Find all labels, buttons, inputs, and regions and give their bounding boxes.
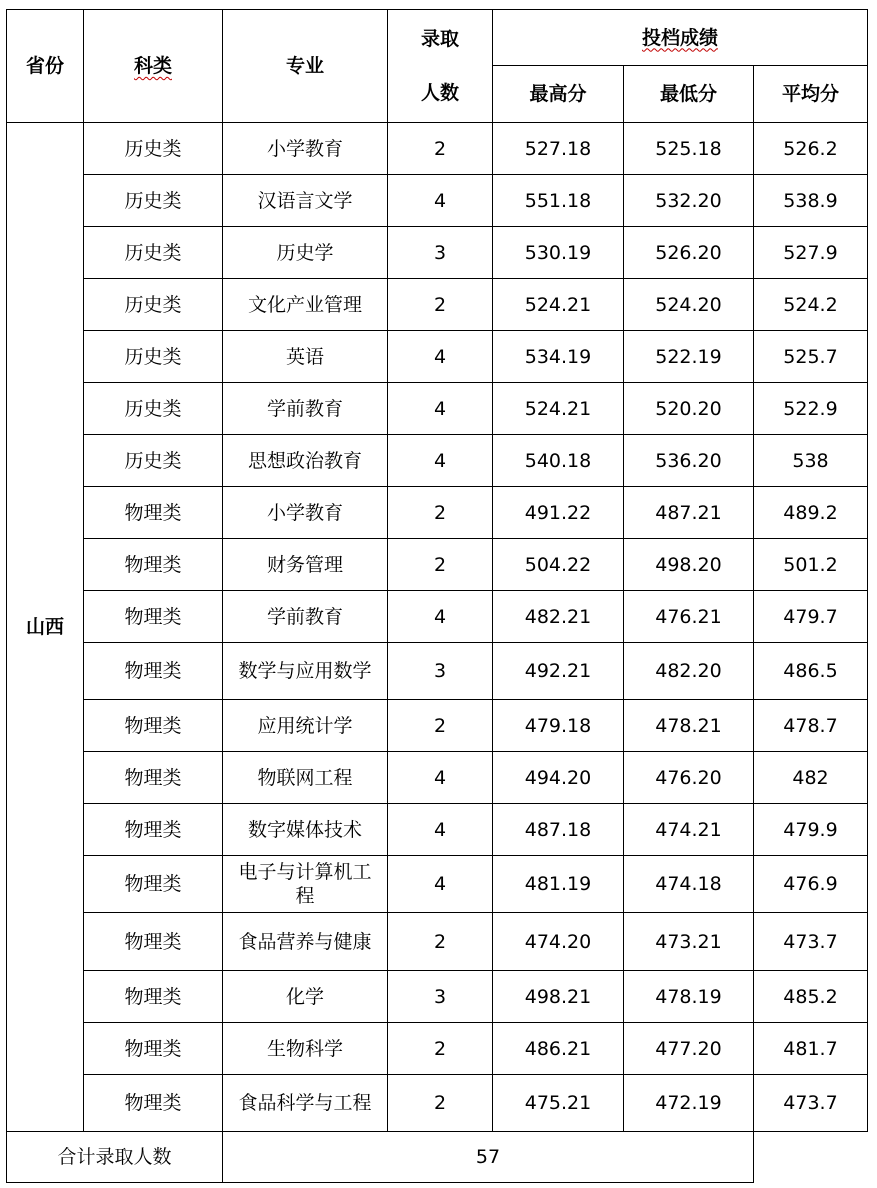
avg-score-cell: 485.2 — [754, 971, 868, 1023]
category-cell: 物理类 — [84, 643, 223, 700]
major-text: 财务管理 — [266, 553, 343, 576]
min-score-cell: 536.20 — [624, 435, 754, 487]
major-cell — [223, 331, 388, 383]
header-min-score: 最低分 — [624, 66, 754, 123]
major-cell — [223, 643, 388, 700]
category-cell: 历史类 — [84, 331, 223, 383]
max-score-cell: 482.21 — [493, 591, 624, 643]
major-cell — [223, 487, 388, 539]
avg-score-cell: 476.9 — [754, 856, 868, 913]
avg-score-cell: 538.9 — [754, 175, 868, 227]
header-avg-score: 平均分 — [754, 66, 868, 123]
total-label: 合计录取人数 — [7, 1132, 223, 1183]
category-cell: 历史类 — [84, 279, 223, 331]
admitted-count-cell: 2 — [388, 1075, 493, 1132]
major-text: 物联网工程 — [257, 766, 353, 789]
major-text: 思想政治教育 — [247, 449, 362, 472]
max-score-cell: 491.22 — [493, 487, 624, 539]
table-row — [7, 487, 868, 539]
major-cell — [223, 752, 388, 804]
major-cell — [223, 804, 388, 856]
major-text: 学前教育 — [266, 397, 343, 420]
table-row — [7, 700, 868, 752]
major-cell — [223, 1075, 388, 1132]
max-score-cell: 534.19 — [493, 331, 624, 383]
max-score-cell: 524.21 — [493, 383, 624, 435]
major-text: 历史学 — [276, 241, 334, 264]
category-cell: 历史类 — [84, 123, 223, 175]
admitted-count-cell: 4 — [388, 804, 493, 856]
max-score-cell: 530.19 — [493, 227, 624, 279]
category-cell: 物理类 — [84, 700, 223, 752]
admitted-count-cell: 2 — [388, 1023, 493, 1075]
max-score-cell: 540.18 — [493, 435, 624, 487]
major-text: 化学 — [285, 985, 324, 1008]
category-cell: 物理类 — [84, 971, 223, 1023]
header-scores-group — [493, 10, 868, 66]
admitted-count-cell: 2 — [388, 279, 493, 331]
avg-score-cell: 524.2 — [754, 279, 868, 331]
min-score-cell: 487.21 — [624, 487, 754, 539]
max-score-cell: 498.21 — [493, 971, 624, 1023]
min-score-cell: 476.21 — [624, 591, 754, 643]
table-row — [7, 1023, 868, 1075]
major-text: 食品营养与健康 — [238, 930, 372, 953]
admitted-count-cell: 2 — [388, 487, 493, 539]
province-cell: 山西 — [7, 123, 84, 1132]
major-cell — [223, 279, 388, 331]
header-admitted-line1: 录取 — [420, 28, 459, 50]
min-score-cell: 522.19 — [624, 331, 754, 383]
max-score-cell: 475.21 — [493, 1075, 624, 1132]
table-row — [7, 591, 868, 643]
max-score-cell: 527.18 — [493, 123, 624, 175]
admitted-count-cell: 4 — [388, 591, 493, 643]
min-score-cell: 474.18 — [624, 856, 754, 913]
admitted-count-cell: 3 — [388, 643, 493, 700]
major-text: 学前教育 — [266, 605, 343, 628]
major-cell — [223, 1023, 388, 1075]
min-score-cell: 472.19 — [624, 1075, 754, 1132]
avg-score-cell: 481.7 — [754, 1023, 868, 1075]
admitted-count-cell: 4 — [388, 331, 493, 383]
header-category — [84, 10, 223, 123]
major-text: 数学与应用数学 — [238, 660, 372, 682]
admitted-count-cell: 2 — [388, 913, 493, 971]
min-score-cell: 526.20 — [624, 227, 754, 279]
major-text: 生物科学 — [266, 1037, 343, 1060]
header-admitted-line2: 人数 — [420, 82, 459, 104]
category-cell: 物理类 — [84, 804, 223, 856]
category-cell: 物理类 — [84, 752, 223, 804]
admitted-count-cell: 2 — [388, 123, 493, 175]
table-row — [7, 435, 868, 487]
table-row — [7, 752, 868, 804]
avg-score-cell: 478.7 — [754, 700, 868, 752]
min-score-cell: 532.20 — [624, 175, 754, 227]
table-row — [7, 913, 868, 971]
category-cell: 物理类 — [84, 1023, 223, 1075]
category-cell: 物理类 — [84, 487, 223, 539]
major-cell — [223, 971, 388, 1023]
admitted-count-cell: 4 — [388, 175, 493, 227]
admitted-count-cell: 3 — [388, 227, 493, 279]
major-text: 应用统计学 — [257, 714, 353, 737]
max-score-cell: 504.22 — [493, 539, 624, 591]
table-row — [7, 227, 868, 279]
major-cell — [223, 856, 388, 913]
max-score-cell: 494.20 — [493, 752, 624, 804]
header-scores-group-text: 投档成绩 — [641, 26, 718, 49]
category-cell: 物理类 — [84, 539, 223, 591]
avg-score-cell: 501.2 — [754, 539, 868, 591]
admitted-count-cell: 3 — [388, 971, 493, 1023]
max-score-cell: 474.20 — [493, 913, 624, 971]
avg-score-cell: 525.7 — [754, 331, 868, 383]
avg-score-cell: 538 — [754, 435, 868, 487]
major-text: 汉语言文学 — [257, 189, 353, 212]
table-row — [7, 1075, 868, 1132]
major-text: 电子与计算机工程 — [238, 861, 372, 907]
avg-score-cell: 489.2 — [754, 487, 868, 539]
major-cell — [223, 123, 388, 175]
table-row — [7, 331, 868, 383]
major-text: 小学教育 — [266, 501, 343, 524]
min-score-cell: 477.20 — [624, 1023, 754, 1075]
admitted-count-cell: 4 — [388, 435, 493, 487]
avg-score-cell: 479.9 — [754, 804, 868, 856]
table-row — [7, 123, 868, 175]
avg-score-cell: 473.7 — [754, 913, 868, 971]
major-text: 小学教育 — [266, 137, 343, 160]
category-cell: 物理类 — [84, 856, 223, 913]
major-text: 英语 — [285, 345, 324, 368]
table-row — [7, 856, 868, 913]
category-cell: 历史类 — [84, 435, 223, 487]
table-row — [7, 279, 868, 331]
header-major: 专业 — [223, 10, 388, 123]
max-score-cell: 551.18 — [493, 175, 624, 227]
min-score-cell: 478.21 — [624, 700, 754, 752]
table-row — [7, 804, 868, 856]
header-province: 省份 — [7, 10, 84, 123]
category-cell: 历史类 — [84, 383, 223, 435]
admitted-count-cell: 2 — [388, 539, 493, 591]
max-score-cell: 481.19 — [493, 856, 624, 913]
category-cell: 物理类 — [84, 1075, 223, 1132]
admission-scores-table — [6, 9, 868, 1183]
avg-score-cell: 527.9 — [754, 227, 868, 279]
major-cell — [223, 913, 388, 971]
avg-score-cell: 522.9 — [754, 383, 868, 435]
major-cell — [223, 700, 388, 752]
major-text: 数字媒体技术 — [247, 818, 362, 841]
major-text: 食品科学与工程 — [238, 1092, 372, 1114]
category-cell: 历史类 — [84, 227, 223, 279]
category-cell: 物理类 — [84, 913, 223, 971]
table-row — [7, 383, 868, 435]
admitted-count-cell: 2 — [388, 700, 493, 752]
admitted-count-cell: 4 — [388, 752, 493, 804]
max-score-cell: 524.21 — [493, 279, 624, 331]
table-row — [7, 175, 868, 227]
min-score-cell: 520.20 — [624, 383, 754, 435]
header-max-score: 最高分 — [493, 66, 624, 123]
category-cell: 历史类 — [84, 175, 223, 227]
avg-score-cell: 473.7 — [754, 1075, 868, 1132]
max-score-cell: 487.18 — [493, 804, 624, 856]
avg-score-cell: 482 — [754, 752, 868, 804]
min-score-cell: 478.19 — [624, 971, 754, 1023]
major-cell — [223, 435, 388, 487]
max-score-cell: 479.18 — [493, 700, 624, 752]
min-score-cell: 498.20 — [624, 539, 754, 591]
major-cell — [223, 175, 388, 227]
avg-score-cell: 526.2 — [754, 123, 868, 175]
admitted-count-cell: 4 — [388, 383, 493, 435]
min-score-cell: 524.20 — [624, 279, 754, 331]
table-row — [7, 539, 868, 591]
avg-score-cell: 479.7 — [754, 591, 868, 643]
admitted-count-cell: 4 — [388, 856, 493, 913]
major-text: 文化产业管理 — [247, 293, 362, 316]
min-score-cell: 474.21 — [624, 804, 754, 856]
max-score-cell: 492.21 — [493, 643, 624, 700]
table-row — [7, 971, 868, 1023]
major-cell — [223, 591, 388, 643]
major-cell — [223, 227, 388, 279]
major-cell — [223, 383, 388, 435]
category-cell: 物理类 — [84, 591, 223, 643]
table-row — [7, 643, 868, 700]
avg-score-cell: 486.5 — [754, 643, 868, 700]
max-score-cell: 486.21 — [493, 1023, 624, 1075]
total-row — [7, 1132, 868, 1183]
min-score-cell: 473.21 — [624, 913, 754, 971]
min-score-cell: 476.20 — [624, 752, 754, 804]
total-value: 57 — [223, 1132, 754, 1183]
header-admitted-count — [388, 10, 493, 123]
min-score-cell: 482.20 — [624, 643, 754, 700]
min-score-cell: 525.18 — [624, 123, 754, 175]
major-cell — [223, 539, 388, 591]
header-category-text: 科类 — [133, 55, 172, 77]
